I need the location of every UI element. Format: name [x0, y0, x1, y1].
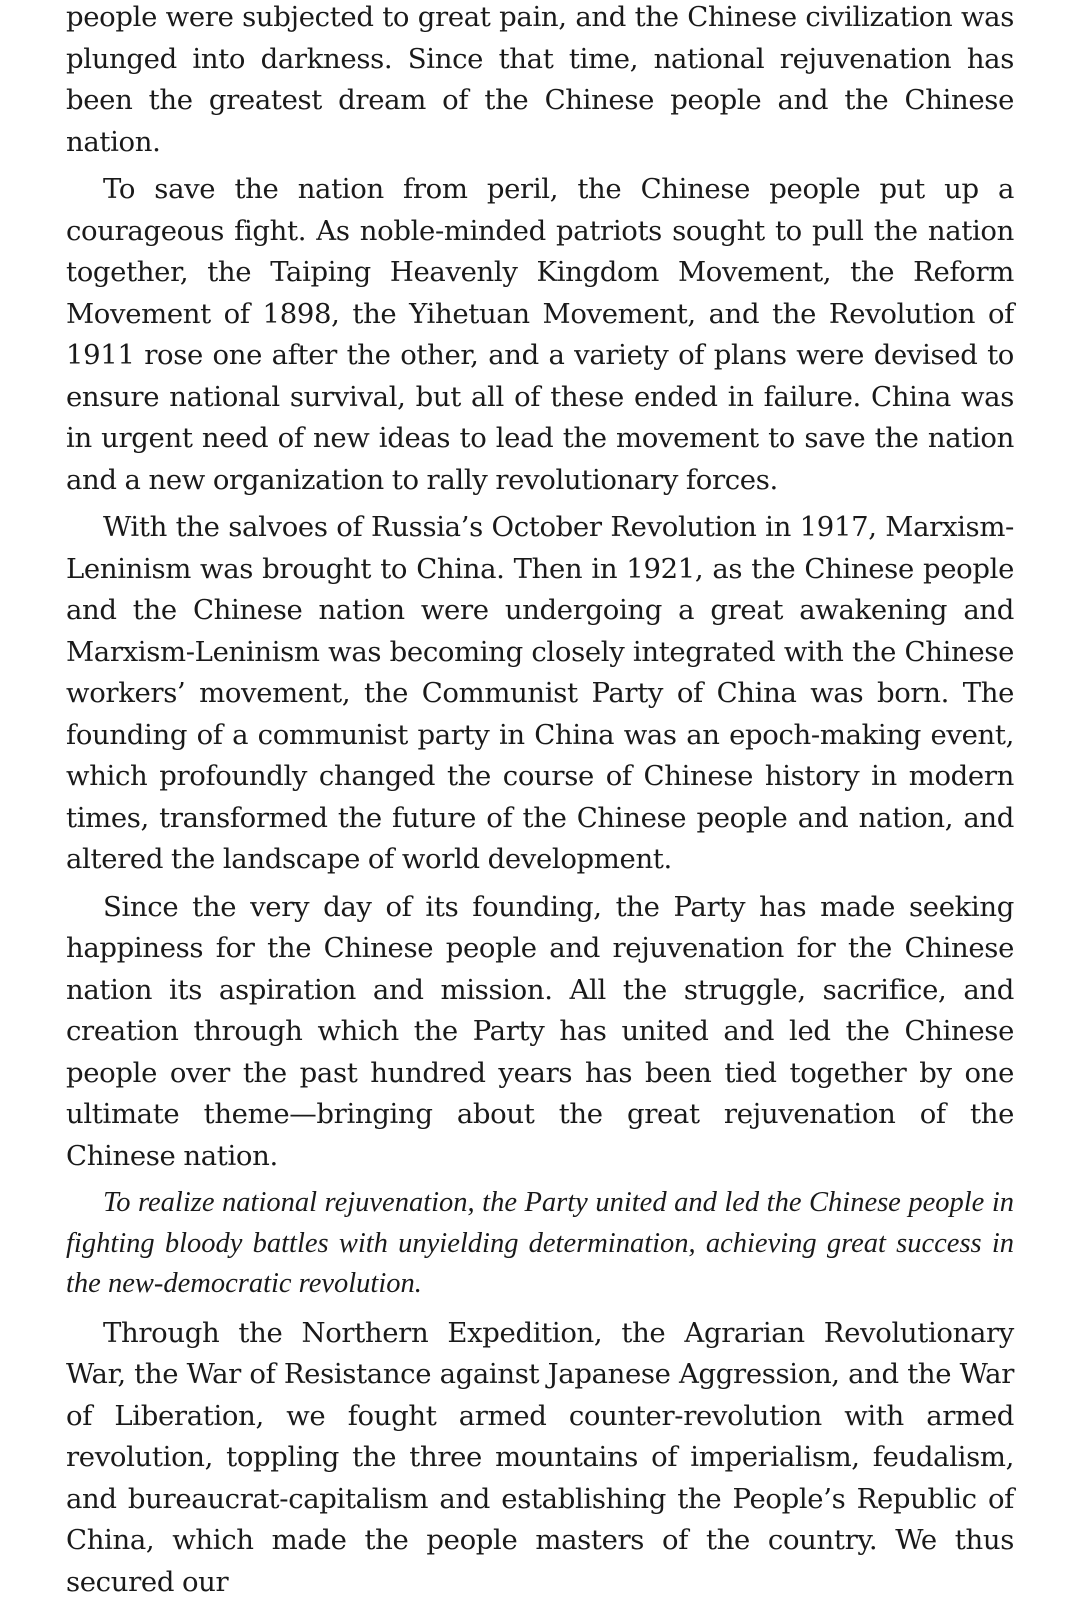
paragraph-party-founding: Since the very day of its founding, the Party has made seeking happiness for the Chinese people and rejuvenation for the Chinese nation its aspiration and mission. All the struggle, sacrifice, and creation through which the Party has united and led the Chinese people over the past hundred years has been tied together by one ultimate theme—bringing about the great rejuvenation of the Chinese nation. [66, 890, 1014, 1172]
paragraph-national-peril: To save the nation from peril, the Chinese people put up a courageous fight. As noble-minded patriots sought to pull the nation together, the Taiping Heavenly Kingdom Movement, the Reform Movement of 1898, the Yihetuan Movement, and the Revolution of 1911 rose one after the other, and a variety of plans were devised to ensure national survival, but all of these ended in failure. China was in urgent need of new ideas to lead the movement to save the nation and a new organization to rally revolutionary forces. [66, 173, 1014, 496]
paragraph-revolution: Through the Northern Expedition, the Agrarian Revolutionary War, the War of Resistance against Japanese Aggression, and the War of Liberation, we fought armed counter-revolution with armed revolution, toppling the three mountains of imperialism, feudalism, and bureaucrat-capitalism and establishing the People’s Republic of China, which made the people masters of the country. We thus secured our [66, 1316, 1014, 1598]
paragraph-marxism-leninism: With the salvoes of Russia’s October Revolution in 1917, Marxism-Leninism was brought to China. Then in 1921, as the Chinese people and the Chinese nation were undergoing a great awakening and Marxism-Leninism was becoming closely integrated with the Chinese workers’ movement, the Communist Party of China was born. The founding of a communist party in China was an epoch-making event, which profoundly changed the course of Chinese history in modern times, transformed the future of the Chinese people and nation, and altered the landscape of world development. [66, 511, 1014, 875]
document-page [66, 0, 1014, 1609]
paragraph-continuation: people were subjected to great pain, and the Chinese civilization was plunged into darkness. Since that time, national rejuvenation has been the greatest dream of the Chinese people and the Chinese nation. [66, 1, 1014, 158]
paragraph-italic-subheading: To realize national rejuvenation, the Party united and led the Chinese people in fighting bloody battles with unyielding determination, achieving great success in the new-democratic revolution. [66, 1187, 1014, 1299]
